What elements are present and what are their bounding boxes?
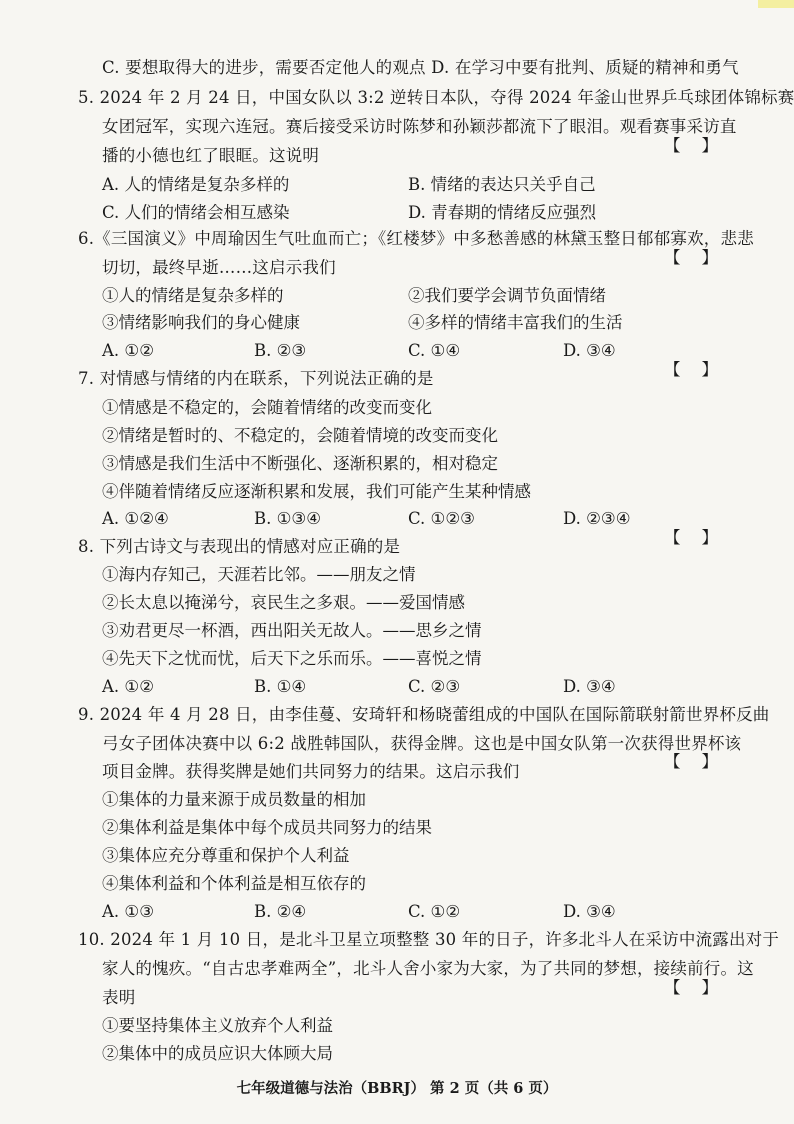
q8-item-4: ④先天下之忧而忧，后天下之乐而乐。——喜悦之情	[102, 649, 482, 668]
q9-option-b: B. ②④	[254, 902, 307, 921]
q6-item-3: ③情绪影响我们的身心健康	[102, 313, 300, 332]
page-footer: 七年级道德与法治（BBRJ） 第 2 页（共 6 页）	[236, 1080, 558, 1097]
q8-item-3: ③劝君更尽一杯酒，西出阳关无故人。——思乡之情	[102, 621, 482, 640]
q7-option-d: D. ②③④	[563, 509, 631, 528]
q7-answer-bracket: 【 】	[664, 360, 718, 379]
q10-stem-line-2: 家人的愧疚。“自古忠孝难两全”，北斗人舍小家为大家，为了共同的梦想，接续前行。这	[102, 959, 754, 978]
q8-option-a: A. ①②	[102, 677, 154, 696]
q7-item-2: ②情绪是暂时的、不稳定的，会随着情境的改变而变化	[102, 426, 498, 445]
q9-item-2: ②集体利益是集体中每个成员共同努力的结果	[102, 818, 432, 837]
q5-option-a: A. 人的情绪是复杂多样的	[102, 175, 290, 194]
q7-item-3: ③情感是我们生活中不断强化、逐渐积累的，相对稳定	[102, 454, 498, 473]
q9-stem-line-1: 9. 2024 年 4 月 28 日，由李佳蔓、安琦轩和杨晓蕾组成的中国队在国际箭联射箭世界杯反曲	[78, 705, 770, 724]
q10-answer-bracket: 【 】	[664, 978, 718, 997]
q10-stem-line-3: 表明	[102, 988, 136, 1007]
q5-stem-line-2: 女团冠军，实现六连冠。赛后接受采访时陈梦和孙颖莎都流下了眼泪。观看赛事采访直	[102, 117, 737, 136]
q6-option-c: C. ①④	[408, 341, 461, 360]
q4-options-cd: C. 要想取得大的进步，需要否定他人的观点 D. 在学习中要有批判、质疑的精神和勇气	[102, 58, 739, 77]
corner-highlight	[758, 0, 794, 8]
q7-item-1: ①情感是不稳定的，会随着情绪的改变而变化	[102, 398, 432, 417]
q6-stem-line-1: 6.《三国演义》中周瑜因生气吐血而亡；《红楼梦》中多愁善感的林黛玉整日郁郁寡欢，悲悲	[78, 229, 754, 248]
q5-option-c: C. 人们的情绪会相互感染	[102, 203, 290, 222]
q9-item-4: ④集体利益和个体利益是相互依存的	[102, 874, 366, 893]
q9-stem-line-2: 弓女子团体决赛中以 6:2 战胜韩国队，获得金牌。这也是中国女队第一次获得世界杯该	[102, 734, 742, 753]
q8-option-b: B. ①④	[254, 677, 307, 696]
q8-item-2: ②长太息以掩涕兮，哀民生之多艰。——爱国情感	[102, 593, 465, 612]
q8-option-c: C. ②③	[408, 677, 461, 696]
q8-option-d: D. ③④	[563, 677, 616, 696]
q7-option-a: A. ①②④	[102, 509, 169, 528]
q6-item-2: ②我们要学会调节负面情绪	[408, 286, 606, 305]
q5-stem-line-1: 5. 2024 年 2 月 24 日，中国女队以 3:2 逆转日本队，夺得 2024 年釜山世界乒乓球团体锦标赛	[78, 88, 794, 107]
q9-option-a: A. ①③	[102, 902, 154, 921]
q10-item-1: ①要坚持集体主义放弃个人利益	[102, 1016, 333, 1035]
q6-item-4: ④多样的情绪丰富我们的生活	[408, 313, 623, 332]
q7-stem: 7. 对情感与情绪的内在联系，下列说法正确的是	[78, 369, 434, 388]
q6-option-d: D. ③④	[563, 341, 616, 360]
q9-answer-bracket: 【 】	[664, 752, 718, 771]
q6-answer-bracket: 【 】	[664, 248, 718, 267]
q6-option-b: B. ②③	[254, 341, 307, 360]
q10-item-2: ②集体中的成员应识大体顾大局	[102, 1044, 333, 1063]
q5-option-b: B. 情绪的表达只关乎自己	[408, 175, 596, 194]
q8-answer-bracket: 【 】	[664, 528, 718, 547]
q5-stem-line-3: 播的小德也红了眼眶。这说明	[102, 146, 320, 165]
q5-answer-bracket: 【 】	[664, 136, 718, 155]
q8-stem: 8. 下列古诗文与表现出的情感对应正确的是	[78, 537, 401, 556]
q5-option-d: D. 青春期的情绪反应强烈	[408, 203, 597, 222]
q9-stem-line-3: 项目金牌。获得奖牌是她们共同努力的结果。这启示我们	[102, 762, 520, 781]
q9-option-d: D. ③④	[563, 902, 616, 921]
q6-stem-line-2: 切切，最终早逝……这启示我们	[102, 258, 336, 277]
q9-item-3: ③集体应充分尊重和保护个人利益	[102, 846, 350, 865]
q6-item-1: ①人的情绪是复杂多样的	[102, 286, 284, 305]
q10-stem-line-1: 10. 2024 年 1 月 10 日，是北斗卫星立项整整 30 年的日子，许多北斗人在采访中流露出对于	[78, 930, 780, 949]
q7-option-c: C. ①②③	[408, 509, 475, 528]
q7-option-b: B. ①③④	[254, 509, 321, 528]
q6-option-a: A. ①②	[102, 341, 154, 360]
q9-option-c: C. ①②	[408, 902, 461, 921]
q7-item-4: ④伴随着情绪反应逐渐积累和发展，我们可能产生某种情感	[102, 482, 531, 501]
q8-item-1: ①海内存知己，天涯若比邻。——朋友之情	[102, 565, 416, 584]
q9-item-1: ①集体的力量来源于成员数量的相加	[102, 790, 366, 809]
